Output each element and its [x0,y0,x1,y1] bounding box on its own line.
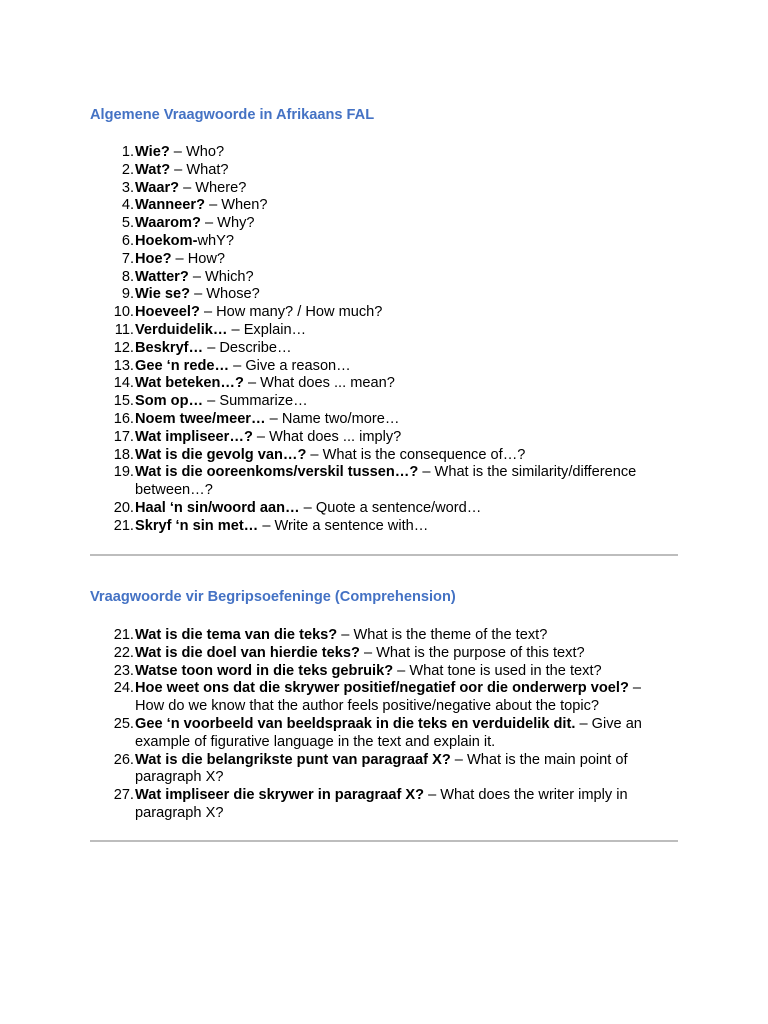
item-number: 15. [113,393,134,410]
afrikaans-question: Noem twee/meer… [135,410,266,427]
list-item [90,627,670,645]
english-translation: – What is the consequence of…? [306,446,526,463]
item-number: 19. [113,464,134,481]
english-translation: – Name two/more… [265,410,400,427]
english-translation: – What does ... imply? [252,428,402,445]
afrikaans-question: Gee ‘n rede… [135,357,230,374]
english-translation: – What is the theme of the text? [337,627,548,643]
item-number: 24. [113,680,134,697]
afrikaans-question: Wat is die tema van die teks? [135,627,338,643]
afrikaans-question: Beskryf… [135,339,204,356]
english-translation: – What is the main point of paragraph X? [135,751,628,786]
list-item [90,752,670,788]
item-number: 1. [121,144,134,160]
list-item [90,375,670,393]
list-item [90,180,670,198]
list-item [90,429,670,447]
list-item [90,286,670,304]
item-number: 10. [113,304,134,321]
item-number: 5. [121,215,134,232]
list-item [90,215,670,233]
english-translation: – What is the purpose of this text? [359,644,585,661]
item-number: 21. [113,517,134,534]
english-translation: – Give a reason… [229,357,351,374]
afrikaans-question: Hoe weet ons dat die skrywer positief/negatief oor die onderwerp voel? [135,680,629,697]
afrikaans-question: Wat is die belangrikste punt van paragraaf X? [135,751,451,768]
list-item [90,645,670,663]
item-number: 11. [114,321,134,338]
afrikaans-question: Waar? [135,179,180,196]
afrikaans-question: Wie se? [135,286,191,303]
english-translation: – How? [171,250,226,267]
list-item [90,251,670,269]
english-translation: – How do we know that the author feels positive/negative about the topic? [135,680,642,715]
afrikaans-question: Hoe? [135,250,172,267]
section-heading-general: Algemene Vraagwoorde in Afrikaans FAL [90,107,375,123]
list-item [90,518,670,536]
afrikaans-question: Wat is die ooreenkoms/verskil tussen…? [135,464,419,481]
afrikaans-question: Wat is die doel van hierdie teks? [135,644,360,661]
english-translation: – Where? [179,179,247,196]
item-number: 17. [113,428,134,445]
afrikaans-question: Wanneer? [135,197,206,214]
list-item [90,680,670,716]
afrikaans-question: Hoeveel? [135,304,200,321]
list-item [90,322,670,340]
afrikaans-question: Wat? [135,161,171,178]
list-item [90,663,670,681]
english-translation: – What tone is used in the text? [393,662,602,679]
list-item [90,393,670,411]
afrikaans-question: Wat is die gevolg van…? [135,446,307,463]
english-translation: – Which? [188,268,254,285]
item-number: 26. [113,751,134,768]
english-translation: – What? [170,161,229,178]
item-number: 21. [113,627,134,643]
list-item [90,233,670,251]
item-number: 18. [113,446,134,463]
afrikaans-question: Wat beteken…? [135,375,244,392]
english-translation: – Quote a sentence/word… [299,499,482,516]
english-translation: – Whose? [190,286,260,303]
english-translation: – What is the similarity/difference between…? [135,464,637,499]
item-number: 20. [113,499,134,516]
afrikaans-question: Wat impliseer die skrywer in paragraaf X? [135,787,425,804]
item-number: 6. [121,232,134,249]
afrikaans-question: Hoekom- [135,232,198,249]
english-translation: – Why? [200,215,255,232]
afrikaans-question: Gee ‘n voorbeeld van beeldspraak in die teks en verduidelik dit. [135,715,576,732]
afrikaans-question: Watter? [135,268,189,285]
english-translation: whY? [197,232,234,249]
english-translation: – When? [205,197,268,214]
item-number: 4. [121,197,134,214]
item-number: 14. [113,375,134,392]
item-number: 13. [113,357,134,374]
english-translation: – Who? [169,144,225,160]
afrikaans-question: Watse toon word in die teks gebruik? [135,662,394,679]
list-item [90,162,670,180]
afrikaans-question: Som op… [135,393,204,410]
english-translation: – Summarize… [203,393,308,410]
section-heading-comprehension: Vraagwoorde vir Begripsoefeninge (Comprehension) [90,589,456,605]
list-item [90,411,670,429]
item-number: 22. [113,644,134,661]
afrikaans-question: Waarom? [135,215,201,232]
item-number: 7. [121,250,134,267]
list-item [90,447,670,465]
afrikaans-question: Haal ‘n sin/woord aan… [135,499,300,516]
item-number: 3. [121,179,134,196]
list-item [90,464,670,500]
question-list-comprehension [90,627,670,823]
item-number: 9. [121,286,134,303]
item-number: 8. [121,268,134,285]
afrikaans-question: Skryf ‘n sin met… [135,517,259,534]
item-number: 16. [113,410,134,427]
item-number: 23. [113,662,134,679]
english-translation: – Give an example of figurative language in the text and explain it. [135,715,642,750]
list-item [90,340,670,358]
item-number: 12. [113,339,134,356]
list-item [90,500,670,518]
english-translation: – What does the writer imply in paragraph X? [135,787,628,821]
divider [90,840,678,842]
item-number: 25. [113,715,134,732]
list-item [90,144,670,162]
english-translation: – What does ... mean? [243,375,395,392]
question-list-general [90,144,670,536]
list-item [90,269,670,287]
list-item [90,716,670,752]
list-item [90,304,670,322]
afrikaans-question: Verduidelik… [135,321,228,338]
english-translation: – Write a sentence with… [258,517,429,534]
afrikaans-question: Wat impliseer…? [135,428,253,445]
afrikaans-question: Wie? [135,144,170,160]
english-translation: – How many? / How much? [199,304,383,321]
english-translation: – Explain… [227,321,307,338]
list-item [90,787,670,823]
item-number: 27. [113,787,134,804]
list-item [90,358,670,376]
english-translation: – Describe… [203,339,292,356]
item-number: 2. [121,161,134,178]
divider [90,554,678,556]
list-item [90,197,670,215]
